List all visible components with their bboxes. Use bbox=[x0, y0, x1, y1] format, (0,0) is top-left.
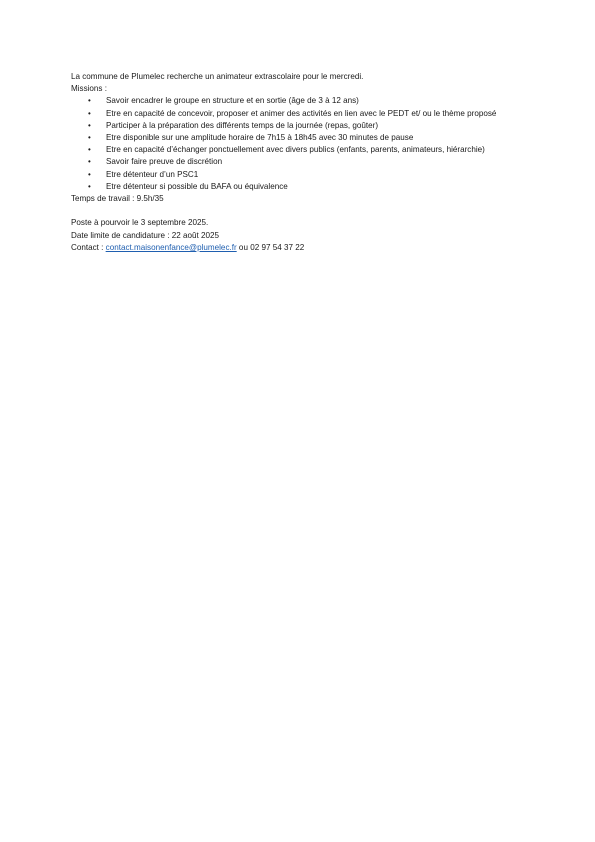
blank-line bbox=[71, 205, 531, 217]
mission-text: Etre en capacité de concevoir, proposer et animer des activités en lien avec le PEDT et/ ou le thème proposé bbox=[106, 108, 497, 118]
missions-list bbox=[71, 95, 531, 193]
contact-line bbox=[71, 242, 531, 254]
list-item bbox=[71, 95, 531, 107]
list-item bbox=[71, 120, 531, 132]
list-item bbox=[71, 132, 531, 144]
bullet-icon: • bbox=[88, 145, 91, 155]
bullet-icon: • bbox=[88, 108, 91, 118]
mission-text: Participer à la préparation des différents temps de la journée (repas, goûter) bbox=[106, 120, 379, 130]
work-time-text: Temps de travail : 9.5h/35 bbox=[71, 194, 164, 204]
document-body bbox=[71, 71, 531, 254]
bullet-icon: • bbox=[88, 133, 91, 143]
mission-text: Etre disponible sur une amplitude horaire de 7h15 à 18h45 avec 30 minutes de pause bbox=[106, 133, 414, 143]
start-date-text: Poste à pourvoir le 3 septembre 2025. bbox=[71, 218, 209, 228]
bullet-icon: • bbox=[88, 120, 91, 130]
bullet-icon: • bbox=[88, 96, 91, 106]
mission-text: Savoir faire preuve de discrétion bbox=[106, 157, 223, 167]
mission-text: Savoir encadrer le groupe en structure et en sortie (âge de 3 à 12 ans) bbox=[106, 96, 359, 106]
mission-text: Etre détenteur si possible du BAFA ou équivalence bbox=[106, 181, 288, 191]
deadline-text: Date limite de candidature : 22 août 2025 bbox=[71, 230, 220, 240]
intro-text: La commune de Plumelec recherche un animateur extrascolaire pour le mercredi. bbox=[71, 72, 364, 81]
missions-label: Missions : bbox=[71, 84, 107, 94]
contact-label: Contact : bbox=[71, 242, 106, 252]
mission-text: Etre en capacité d’échanger ponctuellement avec divers publics (enfants, parents, animateurs, hiérarchie) bbox=[106, 145, 485, 155]
contact-phone: ou 02 97 54 37 22 bbox=[236, 242, 305, 252]
mission-text: Etre détenteur d’un PSC1 bbox=[106, 169, 199, 179]
bullet-icon: • bbox=[88, 157, 91, 167]
bullet-icon: • bbox=[88, 181, 91, 191]
list-item bbox=[71, 156, 531, 168]
contact-email-link[interactable]: contact.maisonenfance@plumelec.fr bbox=[105, 242, 237, 252]
list-item bbox=[71, 169, 531, 181]
list-item bbox=[71, 108, 531, 120]
bullet-icon: • bbox=[88, 169, 91, 179]
list-item bbox=[71, 144, 531, 156]
list-item bbox=[71, 181, 531, 193]
